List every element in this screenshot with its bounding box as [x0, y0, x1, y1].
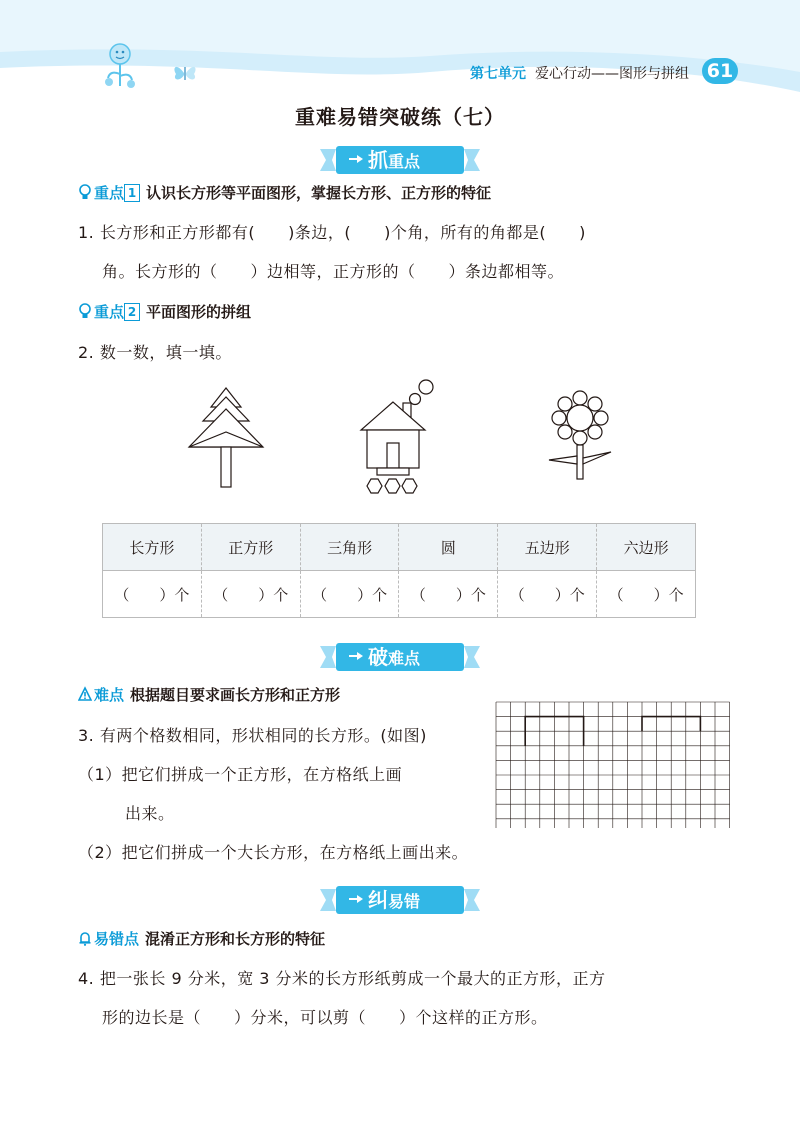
- answer-blank-cell[interactable]: （ ）个: [608, 585, 684, 604]
- banner-text: 难点: [388, 649, 421, 668]
- key-point-description: 平面图形的拼组: [146, 303, 252, 321]
- table-header-cell: 六边形: [597, 524, 696, 571]
- key-points-banner: [320, 143, 480, 177]
- key-point-description: 认识长方形等平面图形，掌握长方形、正方形的特征: [146, 184, 492, 202]
- difficulty-label: 难点: [94, 686, 125, 704]
- shape-count-table: [102, 523, 696, 618]
- mistake-description: 混淆正方形和长方形的特征: [145, 930, 326, 948]
- answer-blank-cell[interactable]: （ ）个: [498, 571, 597, 618]
- pointing-hand-icon: [348, 151, 364, 167]
- table-header-cell: 圆: [399, 524, 498, 571]
- answer-blank-cell[interactable]: （ ）个: [300, 571, 399, 618]
- difficulty-heading: [78, 684, 340, 705]
- question-3-line-1: 3. 有两个格数相同，形状相同的长方形。(如图): [78, 726, 427, 745]
- difficulties-banner: [320, 640, 480, 674]
- table-header-cell: 正方形: [201, 524, 300, 571]
- table-header-row: [103, 524, 696, 571]
- house-figure: [355, 375, 437, 500]
- question-1-line-1: 1. 长方形和正方形都有( )条边，( )个角，所有的角都是( ): [78, 223, 586, 242]
- table-header-cell: 三角形: [300, 524, 399, 571]
- banner-big-char: 抓: [368, 148, 388, 172]
- flower-figure: [545, 390, 615, 482]
- banner-big-char: 纠: [368, 888, 388, 912]
- answer-blank-cell[interactable]: （ ）个: [201, 571, 300, 618]
- answer-blank-cell[interactable]: （ ）个: [103, 571, 202, 618]
- lightbulb-icon: [78, 184, 92, 200]
- mistake-heading: [78, 928, 325, 949]
- warning-triangle-icon: [78, 686, 92, 702]
- question-2-prompt: 2. 数一数，填一填。: [78, 343, 232, 362]
- butterfly-decoration-icon: [170, 62, 204, 84]
- page-title: 重难易错突破练（七）: [295, 105, 505, 129]
- key-point-label: 重点: [94, 303, 125, 321]
- lightbulb-icon: [78, 303, 92, 319]
- grid-paper[interactable]: [494, 700, 734, 828]
- key-point-1-heading: [78, 182, 491, 203]
- pointing-hand-icon: [348, 891, 364, 907]
- question-4-line-1: 4. 把一张长 9 分米，宽 3 分米的长方形纸剪成一个最大的正方形，正方: [78, 969, 606, 988]
- banner-text: 重点: [388, 152, 421, 171]
- question-1-line-2: 角。长方形的（ ）边相等，正方形的（ ）条边都相等。: [102, 262, 565, 281]
- banner-big-char: 破: [368, 645, 388, 669]
- mistakes-banner: [320, 883, 480, 917]
- bell-icon: [78, 930, 92, 946]
- banner-text: 易错: [388, 892, 421, 911]
- unit-label: 第七单元: [470, 66, 526, 82]
- question-3-part-1-line-2: 出来。: [125, 804, 175, 823]
- table-header-cell: 五边形: [498, 524, 597, 571]
- tree-figure: [185, 385, 267, 490]
- pointing-hand-icon: [348, 648, 364, 664]
- key-point-label: 重点: [94, 184, 125, 202]
- key-point-number: 2: [124, 303, 140, 321]
- unit-title: 爱心行动——图形与拼组: [535, 66, 689, 82]
- key-point-2-heading: [78, 301, 251, 322]
- question-3-part-2: （2）把它们拼成一个大长方形，在方格纸上画出来。: [78, 843, 469, 862]
- question-3-part-1-line-1: （1）把它们拼成一个正方形，在方格纸上画: [78, 765, 403, 784]
- table-row: [103, 571, 696, 618]
- table-header-cell: 长方形: [103, 524, 202, 571]
- answer-blank-cell[interactable]: （ ）个: [399, 571, 498, 618]
- mistake-label: 易错点: [94, 930, 140, 948]
- sun-flower-decoration-icon: [100, 40, 144, 88]
- page-number-badge: 61: [702, 58, 738, 84]
- question-4-line-2: 形的边长是（ ）分米，可以剪（ ）个这样的正方形。: [102, 1008, 548, 1027]
- difficulty-description: 根据题目要求画长方形和正方形: [130, 686, 341, 704]
- key-point-number: 1: [124, 184, 140, 202]
